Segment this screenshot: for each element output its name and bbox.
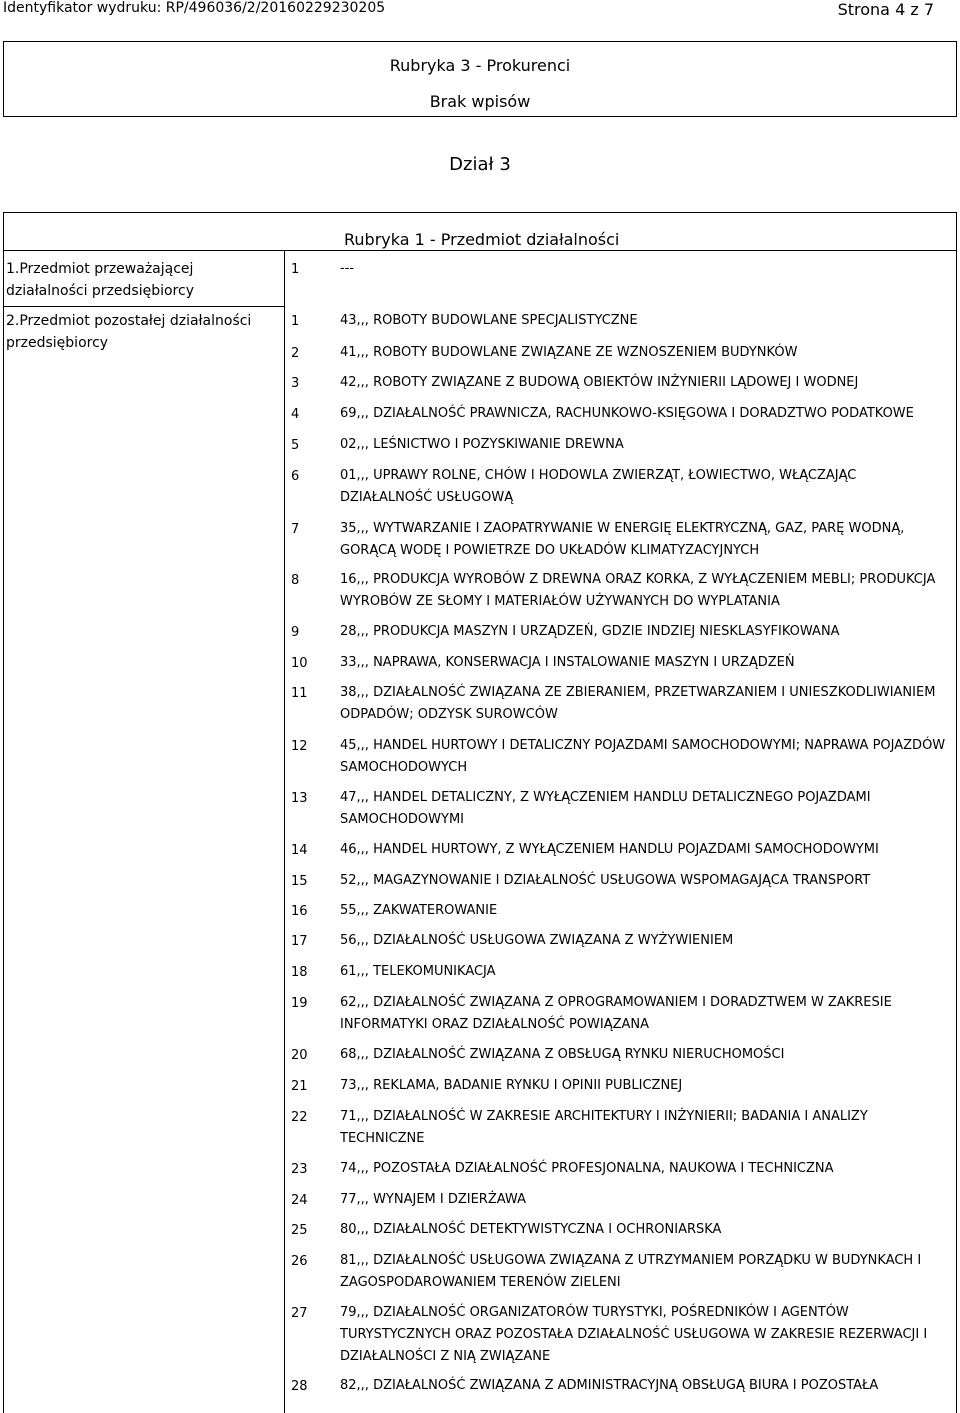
other-activity-label: 2.Przedmiot pozostałej działalności przedsiębiorcy <box>6 313 252 351</box>
activity-description: 02,,, LEŚNICTWO I POZYSKIWANIE DREWNA <box>340 437 624 452</box>
activity-number: 5 <box>291 438 300 453</box>
activity-number: 12 <box>291 739 308 754</box>
activity-description: 47,,, HANDEL DETALICZNY, Z WYŁĄCZENIEM HANDLU DETALICZNEGO POJAZDAMI SAMOCHODOWYMI <box>340 790 871 827</box>
activity-number: 1 <box>291 314 300 329</box>
activity-description: 16,,, PRODUKCJA WYROBÓW Z DREWNA ORAZ KORKA, Z WYŁĄCZENIEM MEBLI; PRODUKCJA WYROBÓW ZE SŁOMY I MATERIAŁÓW UŻYWANYCH DO WYPLATANIA <box>340 572 936 609</box>
activity-number: 21 <box>291 1079 308 1094</box>
activity-number: 28 <box>291 1379 308 1394</box>
activity-number: 11 <box>291 686 308 701</box>
activity-description: 35,,, WYTWARZANIE I ZAOPATRYWANIE W ENERGIĘ ELEKTRYCZNĄ, GAZ, PARĘ WODNĄ, GORĄCĄ WODĘ I POWIETRZE DO UKŁADÓW KLIMATYZACYJNYCH <box>340 521 905 558</box>
activity-number: 8 <box>291 573 300 588</box>
activity-number: 4 <box>291 407 300 422</box>
activity-number: 18 <box>291 965 308 980</box>
activity-description: 71,,, DZIAŁALNOŚĆ W ZAKRESIE ARCHITEKTURY I INŻYNIERII; BADANIA I ANALIZY TECHNICZNE <box>340 1109 868 1146</box>
primary-activity-value: --- <box>340 261 355 276</box>
activity-description: 82,,, DZIAŁALNOŚĆ ZWIĄZANA Z ADMINISTRACYJNĄ OBSŁUGĄ BIURA I POZOSTAŁA <box>340 1378 879 1393</box>
page-number: Strona 4 z 7 <box>837 0 934 19</box>
activity-number: 19 <box>291 996 308 1011</box>
activity-description: 01,,, UPRAWY ROLNE, CHÓW I HODOWLA ZWIERZĄT, ŁOWIECTWO, WŁĄCZAJĄC DZIAŁALNOŚĆ USŁUGOWĄ <box>340 468 857 505</box>
activity-description: 52,,, MAGAZYNOWANIE I DZIAŁALNOŚĆ USŁUGOWA WSPOMAGAJĄCA TRANSPORT <box>340 873 871 888</box>
activity-description: 74,,, POZOSTAŁA DZIAŁALNOŚĆ PROFESJONALNA, NAUKOWA I TECHNICZNA <box>340 1161 834 1176</box>
rubryka-3-value: Brak wpisów <box>429 92 531 111</box>
rubryka-3-title: Rubryka 3 - Prokurenci <box>389 56 571 75</box>
activity-description: 81,,, DZIAŁALNOŚĆ USŁUGOWA ZWIĄZANA Z UTRZYMANIEM PORZĄDKU W BUDYNKACH I ZAGOSPODAROWANIEM TERENÓW ZIELENI <box>340 1253 922 1290</box>
activity-description: 38,,, DZIAŁALNOŚĆ ZWIĄZANA ZE ZBIERANIEM, PRZETWARZANIEM I UNIESZKODLIWIANIEM ODPADÓW; ODZYSK SUROWCÓW <box>340 685 936 722</box>
activity-number: 23 <box>291 1162 308 1177</box>
activity-number: 24 <box>291 1193 308 1208</box>
primary-activity-index: 1 <box>291 262 300 277</box>
rubryka-3-box <box>3 41 957 117</box>
activity-number: 22 <box>291 1110 308 1125</box>
activity-description: 80,,, DZIAŁALNOŚĆ DETEKTYWISTYCZNA I OCHRONIARSKA <box>340 1222 722 1237</box>
activity-number: 14 <box>291 843 308 858</box>
activity-description: 28,,, PRODUKCJA MASZYN I URZĄDZEŃ, GDZIE INDZIEJ NIESKLASYFIKOWANA <box>340 624 840 639</box>
activity-description: 42,,, ROBOTY ZWIĄZANE Z BUDOWĄ OBIEKTÓW INŻYNIERII LĄDOWEJ I WODNEJ <box>340 375 859 390</box>
activity-description: 79,,, DZIAŁALNOŚĆ ORGANIZATORÓW TURYSTYKI, POŚREDNIKÓW I AGENTÓW TURYSTYCZNYCH ORAZ POZOSTAŁA DZIAŁALNOŚĆ USŁUGOWA W ZAKRESIE REZERWACJI I DZIAŁALNOŚCI Z NIĄ ZWIĄZANE <box>340 1305 928 1364</box>
activity-number: 6 <box>291 469 300 484</box>
label-column <box>3 250 285 1413</box>
activity-description: 43,,, ROBOTY BUDOWLANE SPECJALISTYCZNE <box>340 313 638 328</box>
activity-number: 7 <box>291 522 300 537</box>
page-header <box>0 0 960 18</box>
activity-number: 15 <box>291 874 308 889</box>
activity-number: 9 <box>291 625 300 640</box>
activity-description: 77,,, WYNAJEM I DZIERŻAWA <box>340 1192 526 1207</box>
activity-number: 17 <box>291 934 308 949</box>
primary-activity-label: 1.Przedmiot przeważającej działalności przedsiębiorcy <box>6 261 194 299</box>
activity-description: 61,,, TELEKOMUNIKACJA <box>340 964 496 979</box>
activity-number: 16 <box>291 904 308 919</box>
activity-number: 13 <box>291 791 308 806</box>
activity-description: 55,,, ZAKWATEROWANIE <box>340 903 498 918</box>
activity-number: 25 <box>291 1223 308 1238</box>
print-id: Identyfikator wydruku: RP/496036/2/20160229230205 <box>3 0 386 16</box>
activity-number: 27 <box>291 1306 308 1321</box>
activity-description: 62,,, DZIAŁALNOŚĆ ZWIĄZANA Z OPROGRAMOWANIEM I DORADZTWEM W ZAKRESIE INFORMATYKI ORAZ DZIAŁALNOŚĆ POWIĄZANA <box>340 995 892 1032</box>
activity-description: 46,,, HANDEL HURTOWY, Z WYŁĄCZENIEM HANDLU POJAZDAMI SAMOCHODOWYMI <box>340 842 879 857</box>
activity-description: 69,,, DZIAŁALNOŚĆ PRAWNICZA, RACHUNKOWO-KSIĘGOWA I DORADZTWO PODATKOWE <box>340 406 914 421</box>
activity-description: 56,,, DZIAŁALNOŚĆ USŁUGOWA ZWIĄZANA Z WYŻYWIENIEM <box>340 933 734 948</box>
row-divider <box>3 306 285 307</box>
activity-description: 33,,, NAPRAWA, KONSERWACJA I INSTALOWANIE MASZYN I URZĄDZEŃ <box>340 655 795 670</box>
activity-number: 2 <box>291 346 300 361</box>
section-title: Dział 3 <box>449 154 511 175</box>
activity-description: 45,,, HANDEL HURTOWY I DETALICZNY POJAZDAMI SAMOCHODOWYMI; NAPRAWA POJAZDÓW SAMOCHODOWYCH <box>340 738 946 775</box>
activity-number: 10 <box>291 656 308 671</box>
activity-number: 26 <box>291 1254 308 1269</box>
activity-number: 20 <box>291 1048 308 1063</box>
activity-number: 3 <box>291 376 300 391</box>
activity-description: 41,,, ROBOTY BUDOWLANE ZWIĄZANE ZE WZNOSZENIEM BUDYNKÓW <box>340 345 798 360</box>
activity-description: 73,,, REKLAMA, BADANIE RYNKU I OPINII PUBLICZNEJ <box>340 1078 683 1093</box>
activity-description: 68,,, DZIAŁALNOŚĆ ZWIĄZANA Z OBSŁUGĄ RYNKU NIERUCHOMOŚCI <box>340 1047 785 1062</box>
rubryka-1-title: Rubryka 1 - Przedmiot działalności <box>344 230 620 249</box>
rubryka-1-header <box>3 212 957 250</box>
